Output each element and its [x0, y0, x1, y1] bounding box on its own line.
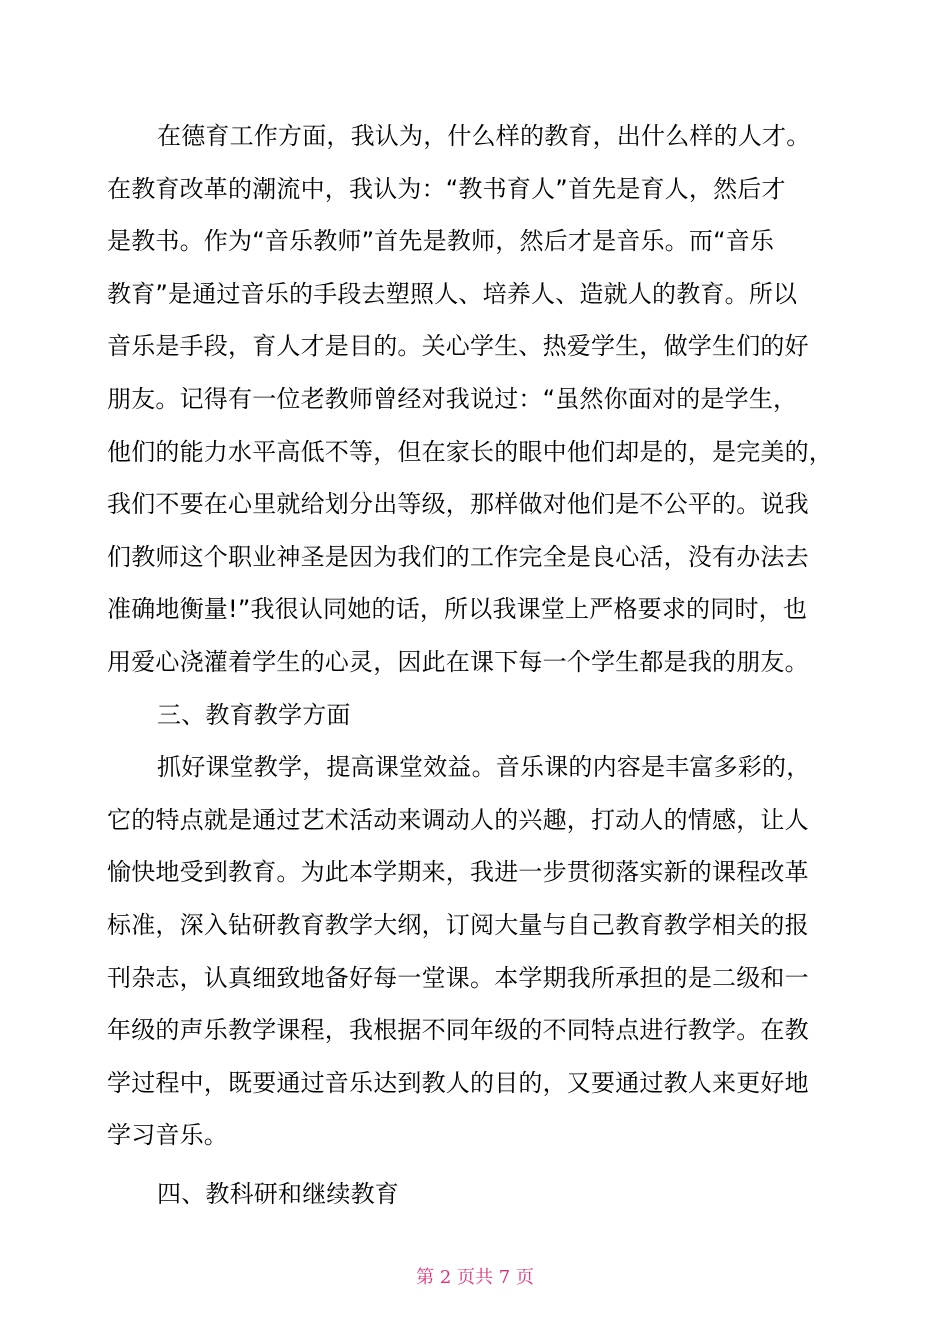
paragraph-line: 年级的声乐教学课程，我根据不同年级的不同特点进行教学。在教: [107, 1016, 809, 1045]
section-heading: 四、教科研和继续教育: [157, 1179, 399, 1208]
paragraph-line: 我们不要在心里就给划分出等级，那样做对他们是不公平的。说我: [107, 490, 809, 519]
paragraph-line: 在德育工作方面，我认为，什么样的教育，出什么样的人才。: [157, 122, 811, 150]
paragraph-line: 用爱心浇灌着学生的心灵，因此在课下每一个学生都是我的朋友。: [107, 647, 809, 676]
paragraph-line: 教育”是通过音乐的手段去塑照人、培养人、造就人的教育。所以: [107, 279, 798, 308]
body-text: [107, 113, 867, 1223]
page-number-footer: 第 2 页共 7 页: [416, 1267, 534, 1288]
paragraph-line: 们教师这个职业神圣是因为我们的工作完全是良心活，没有办法去: [107, 542, 809, 571]
paragraph-line: 学习音乐。: [107, 1121, 228, 1150]
paragraph-line: 刊杂志，认真细致地备好每一堂课。本学期我所承担的是二级和一: [107, 963, 809, 992]
paragraph-line: 朋友。记得有一位老教师曾经对我说过：“虽然你面对的是学生，: [107, 384, 798, 413]
paragraph-line: 它的特点就是通过艺术活动来调动人的兴趣，打动人的情感，让人: [107, 805, 809, 834]
paragraph-line: 音乐是手段，育人才是目的。关心学生、热爱学生，做学生们的好: [107, 332, 809, 361]
paragraph-line: 学过程中，既要通过音乐达到教人的目的，又要通过教人来更好地: [107, 1068, 809, 1097]
paragraph-line: 标准，深入钻研教育教学大纲，订阅大量与自己教育教学相关的报: [107, 910, 809, 939]
paragraph-line: 在教育改革的潮流中，我认为：“教书育人”首先是育人，然后才: [107, 174, 786, 203]
paragraph-line: 抓好课堂教学，提高课堂效益。音乐课的内容是丰富多彩的，: [157, 753, 811, 782]
paragraph-line: 愉快地受到教育。为此本学期来，我进一步贯彻落实新的课程改革: [107, 858, 809, 887]
paragraph-line: 他们的能力水平高低不等，但在家长的眼中他们却是的，是完美的，: [107, 437, 833, 466]
paragraph-line: 是教书。作为“音乐教师”首先是教师，然后才是音乐。而“音乐: [107, 227, 775, 256]
paragraph-line: 准确地衡量!”我很认同她的话，所以我课堂上严格要求的同时，也: [107, 595, 808, 624]
section-heading: 三、教育教学方面: [157, 700, 351, 729]
